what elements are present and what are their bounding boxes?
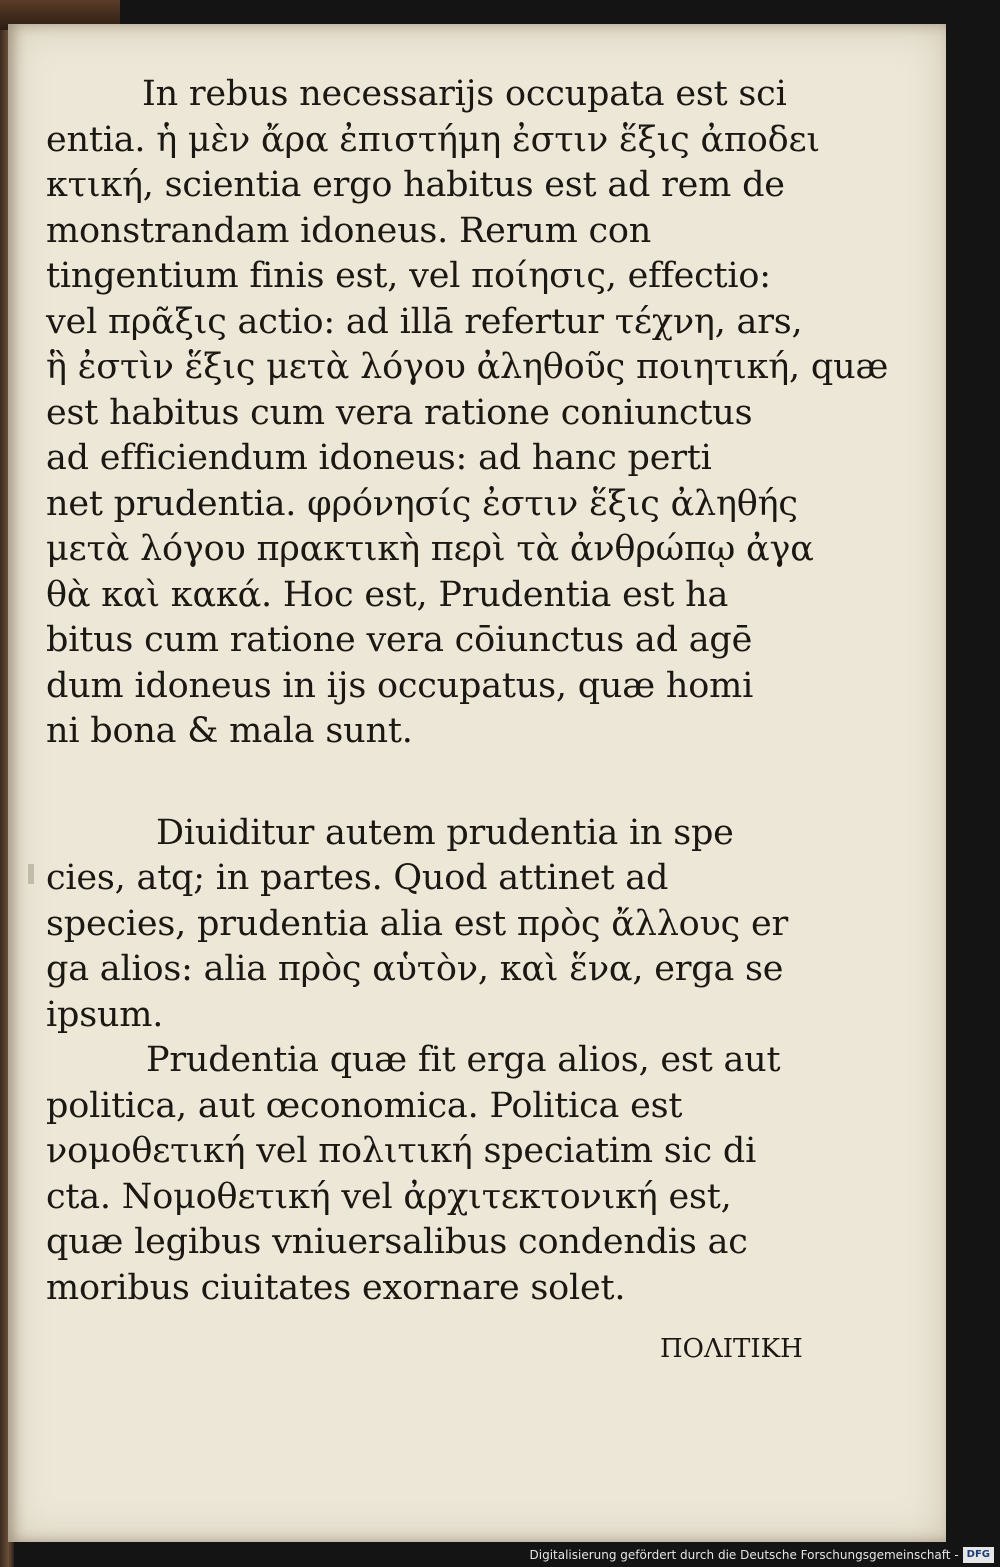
text-line: ga alios: alia πρὸς αὑτὸν, καὶ ἕνα, erga se bbox=[46, 949, 784, 989]
book-page bbox=[8, 24, 946, 1542]
text-line: ipsum. bbox=[46, 994, 164, 1035]
text-line: ad efficiendum idoneus: ad hanc perti bbox=[46, 438, 712, 478]
text-line: entia. ἡ μὲν ἄρα ἐπιστήμη ἐστιν ἕξις ἀποδει bbox=[46, 119, 820, 160]
paragraph-gap bbox=[46, 755, 766, 811]
text-line: est habitus cum vera ratione coniunctus bbox=[46, 392, 753, 433]
text-line: monstrandam idoneus. Rerum con bbox=[46, 210, 652, 251]
text-line: ni bona & mala sunt. bbox=[46, 711, 413, 751]
text-line: politica, aut œconomica. Politica est bbox=[46, 1085, 683, 1126]
text-line: bitus cum ratione vera cōiunctus ad agē bbox=[46, 620, 753, 660]
text-line: cta. Νομοθετική vel ἀρχιτεκτονική est, bbox=[46, 1176, 732, 1217]
dfg-logo-icon: DFG bbox=[963, 1547, 994, 1563]
credit-text: Digitalisierung gefördert durch die Deutsche Forschungsgemeinschaft - bbox=[529, 1548, 959, 1562]
digitization-credit bbox=[530, 1547, 995, 1563]
text-line: dum idoneus in ijs occupatus, quæ homi bbox=[46, 665, 754, 706]
text-line: Diuiditur autem prudentia in spe bbox=[156, 812, 734, 853]
page-text bbox=[46, 72, 889, 1311]
text-line: Prudentia quæ fit erga alios, est aut bbox=[146, 1040, 781, 1080]
text-line: θὰ καὶ κακά. Hoc est, Prudentia est ha bbox=[46, 574, 729, 615]
text-line: κτική, scientia ergo habitus est ad rem de bbox=[46, 165, 785, 205]
text-line: moribus ciuitates exornare solet. bbox=[46, 1267, 626, 1308]
text-line: cies, atq; in partes. Quod attinet ad bbox=[46, 858, 669, 898]
text-line: species, prudentia alia est πρὸς ἄλλους er bbox=[46, 903, 788, 944]
catchword: ΠΟΛΙΤΙΚΗ bbox=[660, 1334, 803, 1364]
text-line: In rebus necessarijs occupata est sci bbox=[142, 74, 787, 114]
text-line: νομοθετική vel πολιτική speciatim sic di bbox=[46, 1131, 757, 1171]
text-line: vel πρᾶξις actio: ad illā refertur τέχνη, ars, bbox=[46, 301, 803, 342]
text-line: tingentium finis est, vel ποίησις, effectio: bbox=[46, 256, 771, 296]
text-line: quæ legibus vniuersalibus condendis ac bbox=[46, 1222, 748, 1262]
text-line: μετὰ λόγου πρακτικὴ περὶ τὰ ἀνθρώπῳ ἀγα bbox=[46, 529, 814, 569]
page-blemish bbox=[28, 864, 34, 884]
text-line: net prudentia. φρόνησίς ἐστιν ἕξις ἀληθής bbox=[46, 483, 798, 524]
text-line: ἣ ἐστὶν ἕξις μετὰ λόγου ἀληθοῦς ποιητική, quæ bbox=[46, 347, 889, 387]
